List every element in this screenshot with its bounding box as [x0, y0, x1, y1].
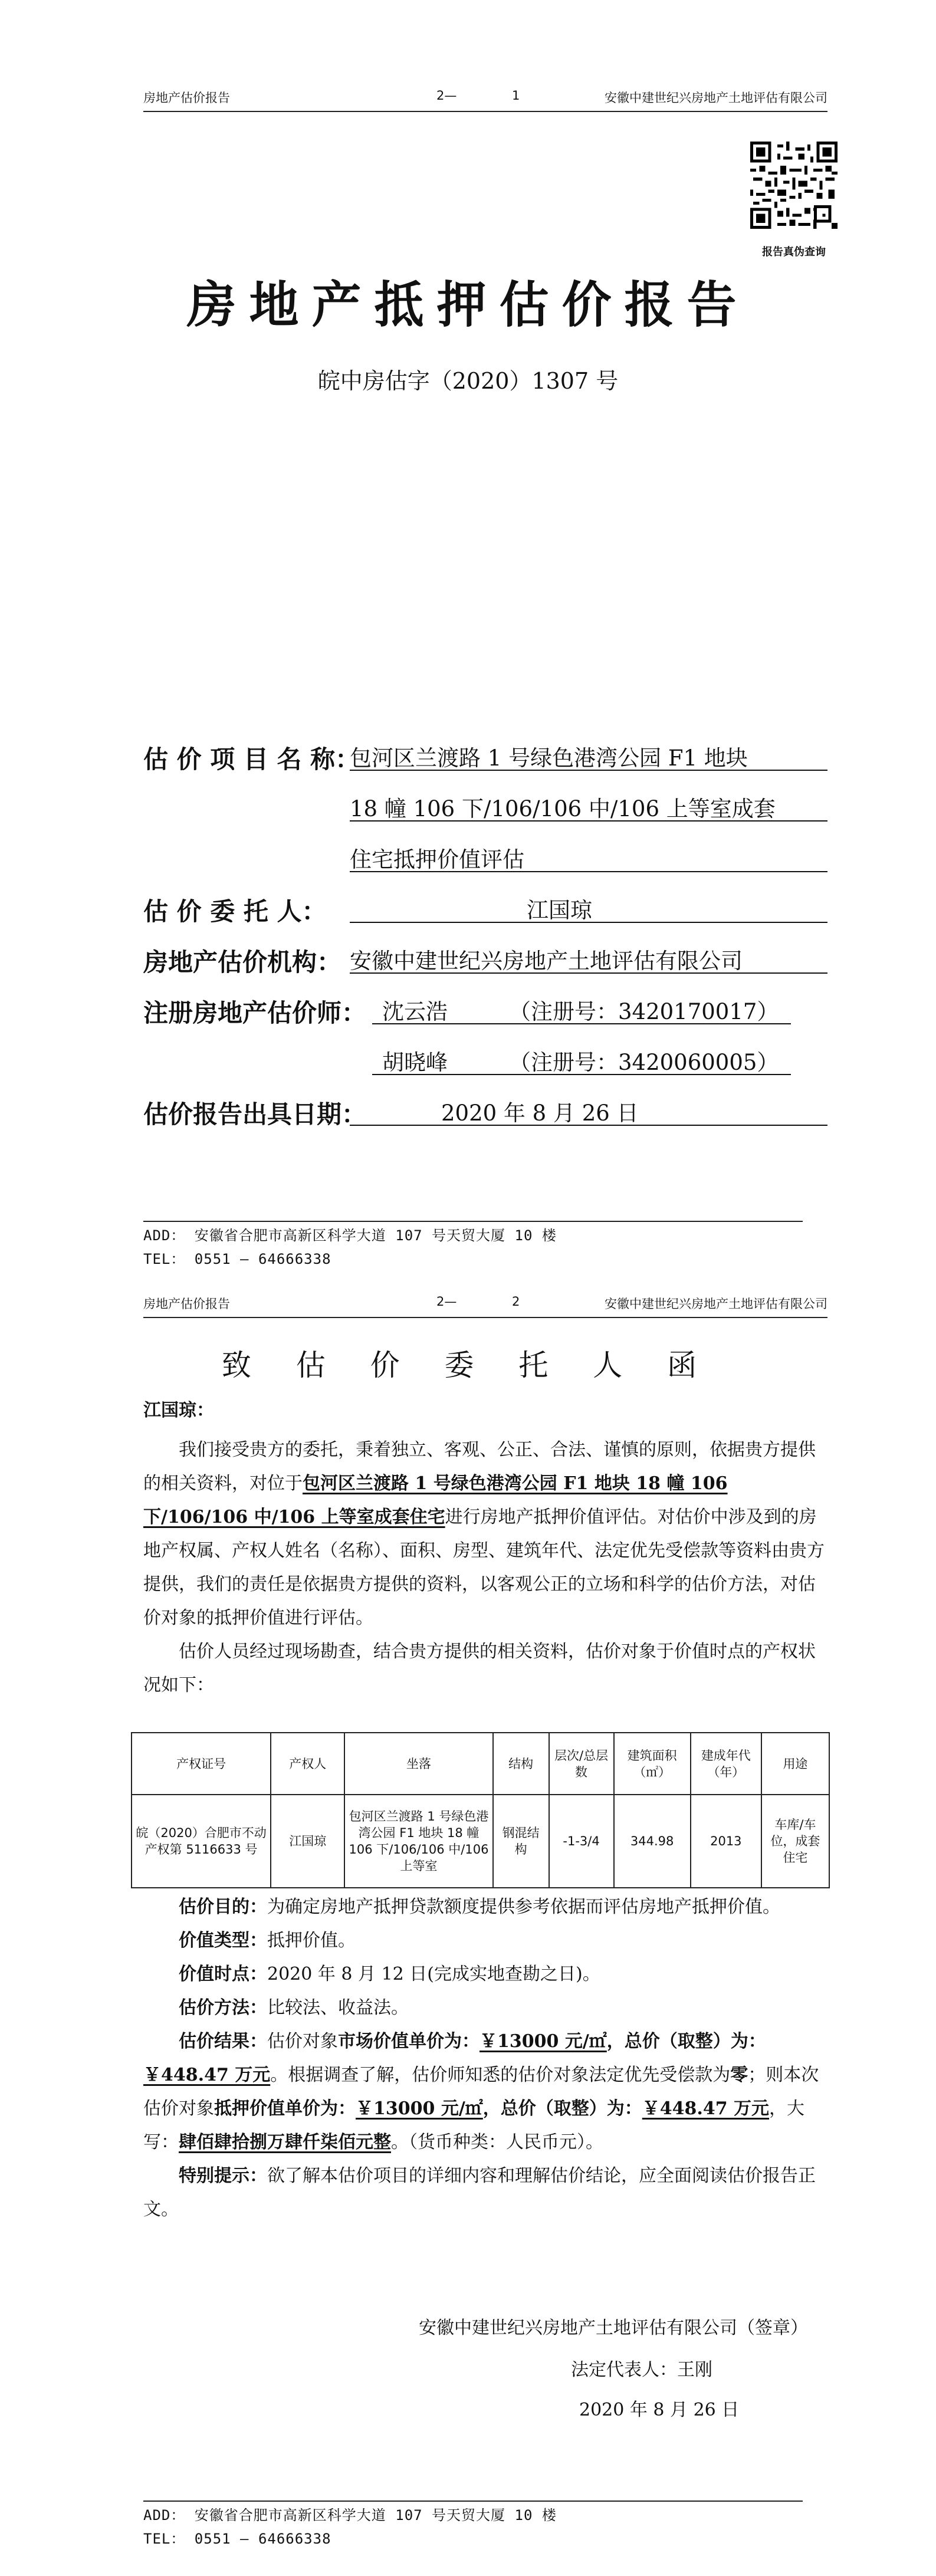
- client-name: 江国琼: [527, 898, 592, 923]
- header-left: 房地产估价报告: [143, 91, 230, 105]
- project-line-2: 18 幢 106 下/106/106 中/106 上等室成套: [350, 796, 776, 822]
- header-page-prefix: 2—: [436, 1294, 457, 1309]
- sign-date: 2020 年 8 月 26 日: [579, 2400, 740, 2420]
- header-right: 安徽中建世纪兴房地产土地评估有限公司: [605, 1297, 827, 1311]
- cell-usage: 车库/车位，成套住宅: [761, 1795, 829, 1888]
- header-page-prefix: 2—: [436, 88, 457, 103]
- col-header: 层次/总层数: [549, 1733, 614, 1795]
- agency-name: 安徽中建世纪兴房地产土地评估有限公司: [350, 948, 743, 974]
- project-row-2: [143, 791, 827, 842]
- table-row: [132, 1795, 829, 1888]
- footer-address: ADD： 安徽省合肥市高新区科学大道 107 号天贸大厦 10 楼: [143, 2507, 557, 2524]
- type-line: 价值类型：抵押价值。: [179, 1930, 356, 1951]
- time-line: 价值时点：2020 年 8 月 12 日(完成实地查勘之日)。: [179, 1964, 600, 1984]
- market-unit-price: ￥13000 元/㎡: [480, 2031, 607, 2052]
- letter-title: 致 估 价 委 托 人 函: [221, 1348, 715, 1382]
- qr-code-icon[interactable]: [750, 142, 838, 229]
- page-header: [143, 88, 827, 112]
- project-label: 估 价 项 目 名 称：: [143, 745, 360, 774]
- mortgage-unit-price: ￥13000 元/㎡: [356, 2098, 483, 2119]
- cell-floors: -1-3/4: [549, 1795, 614, 1888]
- col-header: 用途: [761, 1733, 829, 1795]
- paragraph-1: 我们接受贵方的委托，秉着独立、客观、公正、合法、谨慎的原则，依据贵方提供的相关资料，对位于包河区兰渡路 1 号绿色港湾公园 F1 地块 18 幢 106 下/106/106 中/106 上等室成套住宅进行房地产抵押价值评估。对估价中涉及到的房地产权属、产权人姓名（名称）、面积、房型、建筑年代、法定优先受偿款等资料由贵方提供，我们的责任是依据贵方提供的资料，以客观公正的立场和科学的估价方法，对估价对象的抵押价值进行评估。: [143, 1440, 825, 1628]
- header-page-number: 2: [512, 1294, 520, 1309]
- page-header: [143, 1294, 827, 1318]
- col-header: 结构: [493, 1733, 549, 1795]
- qr-caption: 报告真伪查询: [762, 246, 826, 258]
- paragraph-2: 估价人员经过现场勘查，结合贵方提供的相关资料，估价对象于价值时点的产权状况如下：: [143, 1641, 816, 1696]
- mortgage-total-price: ￥448.47 万元: [642, 2098, 770, 2119]
- letter-page: [0, 1289, 936, 2576]
- cell-location: 包河区兰渡路 1 号绿色港湾公园 F1 地块 18 幢 106 下/106/106 中/106 上等室: [344, 1795, 492, 1888]
- col-header: 坐落: [344, 1733, 492, 1795]
- sign-company: 安徽中建世纪兴房地产土地评估有限公司（签章）: [419, 2318, 808, 2338]
- project-row: [143, 740, 827, 791]
- appraiser-2-name: 胡晓峰: [382, 1050, 448, 1075]
- appraiser-row-1: [143, 994, 827, 1044]
- note-line: 特别提示：欲了解本估价项目的详细内容和理解估价结论，应全面阅读估价报告正文。: [143, 2166, 816, 2220]
- page-footer: [143, 1224, 557, 1271]
- property-address: 包河区兰渡路 1 号绿色港湾公园 F1 地块 18 幢 106 下/106/106 中/106 上等室成套住宅: [143, 1473, 728, 1527]
- col-header: 产权人: [271, 1733, 344, 1795]
- agency-row: [143, 943, 827, 994]
- report-title: 房地产抵押估价报告: [186, 275, 750, 334]
- footer-tel: TEL： 0551 — 64666338: [143, 2531, 331, 2547]
- appraiser-label: 注册房地产估价师：: [143, 998, 367, 1027]
- col-header: 建筑面积（㎡）: [614, 1733, 691, 1795]
- date-row: [143, 1095, 827, 1146]
- header-left: 房地产估价报告: [143, 1297, 230, 1311]
- header-divider: [143, 111, 827, 112]
- cover-info: [143, 740, 827, 1146]
- client-row: [143, 892, 827, 943]
- project-row-3: [143, 842, 827, 892]
- footer-divider: [143, 1221, 803, 1222]
- footer-address: ADD： 安徽省合肥市高新区科学大道 107 号天贸大厦 10 楼: [143, 1227, 557, 1244]
- amount-in-words: 肆佰肆拾捌万肆仟柒佰元整: [179, 2132, 391, 2153]
- header-divider: [143, 1317, 827, 1318]
- appraiser-1-reg: （注册号：3420170017）: [509, 999, 779, 1024]
- appraiser-row-2: [143, 1044, 827, 1095]
- letter-body: [143, 1394, 827, 1702]
- project-line-3: 住宅抵押价值评估: [350, 847, 524, 872]
- appraiser-1-name: 沈云浩: [382, 999, 448, 1024]
- cell-year: 2013: [691, 1795, 761, 1888]
- report-number: 皖中房估字（2020）1307 号: [317, 368, 619, 394]
- property-table: [131, 1732, 830, 1888]
- letter-details: [143, 1890, 827, 2226]
- market-total-price: ￥448.47 万元: [143, 2065, 271, 2085]
- cell-owner: 江国琼: [271, 1795, 344, 1888]
- cell-cert-no: 皖（2020）合肥市不动产权第 5116633 号: [132, 1795, 271, 1888]
- appraiser-2-reg: （注册号：3420060005）: [509, 1050, 779, 1075]
- page-footer: [143, 2503, 557, 2551]
- result-paragraph: 估价结果：估价对象市场价值单价为：￥13000 元/㎡，总价（取整）为：￥448.47 万元。根据调查了解，估价师知悉的估价对象法定优先受偿款为零；则本次估价对象抵押价值单价为：￥13000 元/㎡，总价（取整）为：￥448.47 万元，大写：肆佰肆拾捌万肆仟柒佰元整。（货币种类：人民币元）。: [143, 2031, 819, 2153]
- legal-representative: 法定代表人：王刚: [571, 2360, 712, 2380]
- col-header: 产权证号: [132, 1733, 271, 1795]
- col-header: 建成年代（年）: [691, 1733, 761, 1795]
- report-date: 2020 年 8 月 26 日: [441, 1100, 639, 1126]
- date-label: 估价报告出具日期：: [143, 1100, 367, 1129]
- cell-structure: 钢混结构: [493, 1795, 549, 1888]
- footer-divider: [143, 2501, 803, 2502]
- method-line: 估价方法：比较法、收益法。: [179, 1997, 409, 2018]
- header-right: 安徽中建世纪兴房地产土地评估有限公司: [605, 91, 827, 105]
- table-header-row: [132, 1733, 829, 1795]
- project-line-1: 包河区兰渡路 1 号绿色港湾公园 F1 地块: [350, 745, 748, 771]
- purpose-line: 估价目的：为确定房地产抵押贷款额度提供参考依据而评估房地产抵押价值。: [179, 1897, 780, 1917]
- cell-area: 344.98: [614, 1795, 691, 1888]
- client-label: 估 价 委 托 人：: [143, 897, 327, 926]
- header-page-number: 1: [512, 88, 520, 103]
- footer-tel: TEL： 0551 — 64666338: [143, 1251, 331, 1267]
- salutation: 江国琼：: [143, 1400, 214, 1421]
- agency-label: 房地产估价机构：: [143, 948, 342, 977]
